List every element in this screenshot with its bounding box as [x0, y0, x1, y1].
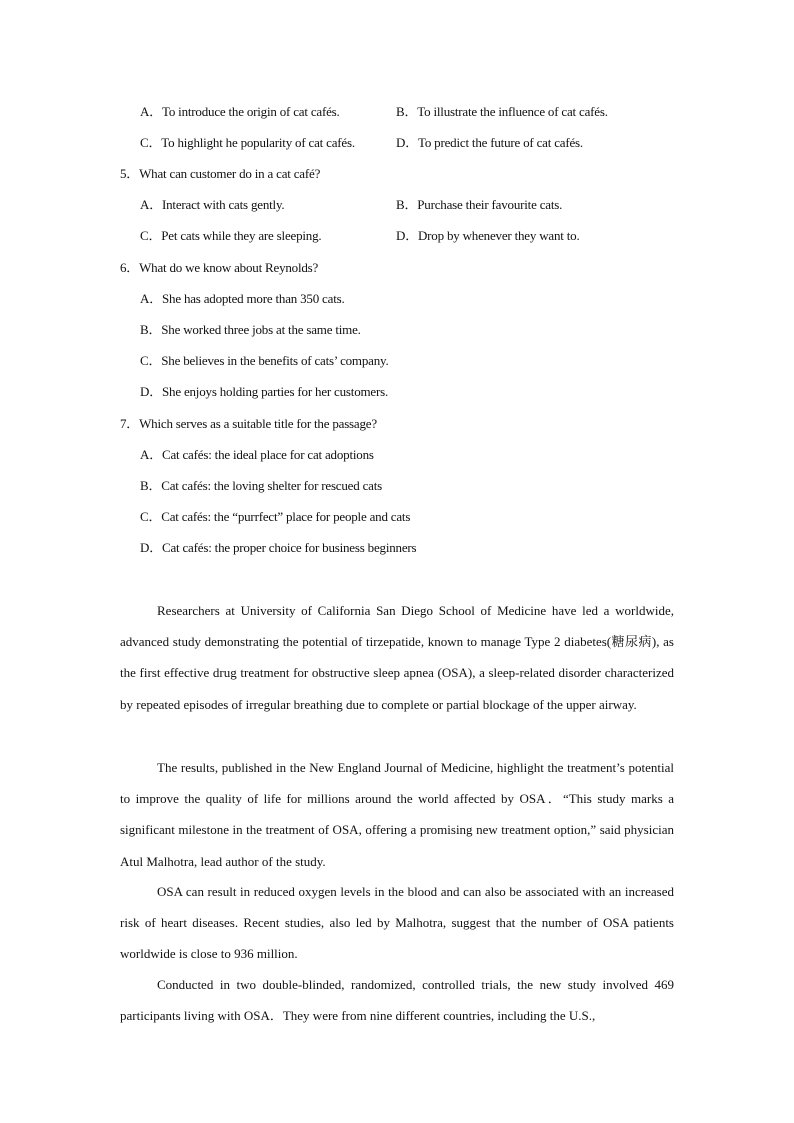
- passage-paragraph-1: Researchers at University of California San Diego School of Medicine have led a worldwide, advanced study demonstrating the potential of tirzepatide, known to manage Type 2 diabetes(糖尿病), as the first effective drug treatment for obstructive sleep apnea (OSA), a sleep-related disorder characterized by repeated episodes of irregular breathing due to complete or partial blockage of the upper airway.: [120, 603, 674, 712]
- q4-option-a: A．To introduce the origin of cat cafés.: [140, 104, 340, 119]
- q5-option-c: C．Pet cats while they are sleeping.: [140, 228, 322, 243]
- q7-option-b: B．Cat cafés: the loving shelter for rescued cats: [140, 478, 383, 493]
- q7-option-c: C．Cat cafés: the “purrfect” place for people and cats: [140, 509, 411, 524]
- q6-option-c: C．She believes in the benefits of cats’ company.: [140, 353, 389, 368]
- q7-stem: 7．Which serves as a suitable title for the passage?: [120, 416, 377, 431]
- q6-option-d: D．She enjoys holding parties for her customers.: [140, 384, 389, 399]
- q4-option-b: B．To illustrate the influence of cat cafés.: [396, 104, 608, 119]
- passage-paragraph-3: OSA can result in reduced oxygen levels in the blood and can also be associated with an increased risk of heart diseases. Recent studies, also led by Malhotra, suggest that the number of OSA patients worldwide is close to 936 million.: [120, 884, 674, 962]
- passage-paragraph-4: Conducted in two double-blinded, randomized, controlled trials, the new study involved 469 participants living with OSA．They were from nine different countries, including the U.S.,: [120, 977, 674, 1024]
- q5-option-a: A．Interact with cats gently.: [140, 197, 285, 212]
- q5-option-b: B．Purchase their favourite cats.: [396, 197, 563, 212]
- passage-paragraph-2: The results, published in the New England Journal of Medicine, highlight the treatment’s potential to improve the quality of life for millions around the world affected by OSA．“This study marks a significant milestone in the treatment of OSA, offering a promising new treatment option,” said physician Atul Malhotra, lead author of the study.: [120, 760, 674, 869]
- q6-option-a: A．She has adopted more than 350 cats.: [140, 291, 345, 306]
- q7-option-d: D．Cat cafés: the proper choice for business beginners: [140, 540, 417, 555]
- q7-option-a: A．Cat cafés: the ideal place for cat adoptions: [140, 447, 374, 462]
- q5-stem: 5．What can customer do in a cat café?: [120, 166, 321, 181]
- q4-option-c: C．To highlight he popularity of cat cafés.: [140, 135, 355, 150]
- q6-stem: 6．What do we know about Reynolds?: [120, 260, 319, 275]
- q4-option-d: D．To predict the future of cat cafés.: [396, 135, 583, 150]
- q6-option-b: B．She worked three jobs at the same time.: [140, 322, 361, 337]
- q5-option-d: D．Drop by whenever they want to.: [396, 228, 580, 243]
